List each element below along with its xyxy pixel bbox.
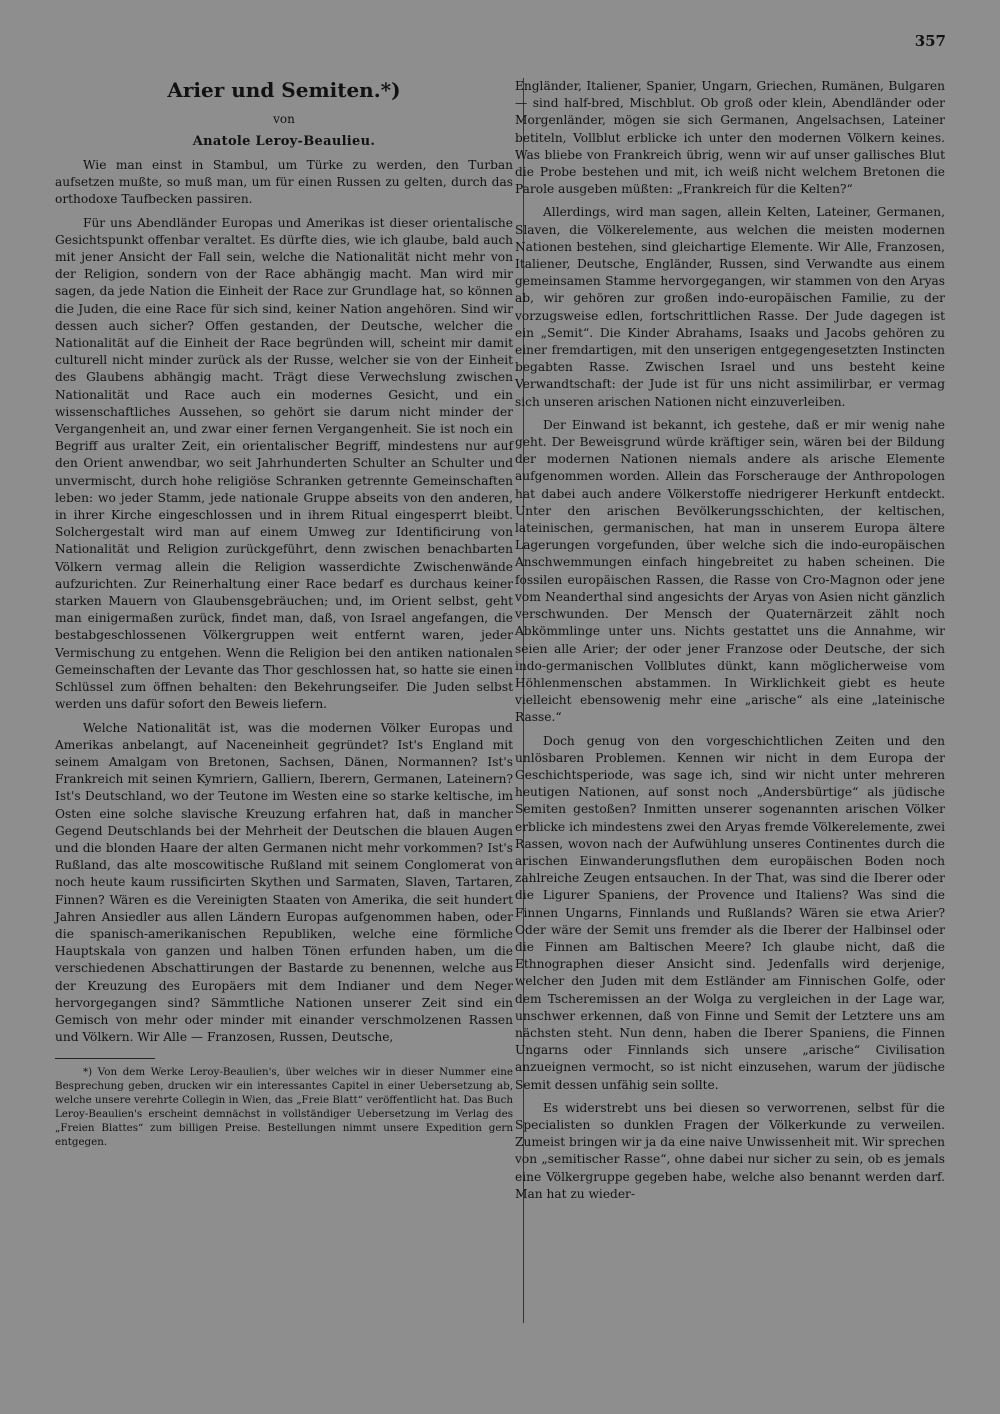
paragraph: Welche Nationalität ist, was die modernen Völker Europas und Amerikas anbelangt, auf Naceneinheit gegründet? Ist's England mit seinem Amalgam von Bretonen, Sachsen, Dänen, Normannen? Ist's Frankreich mit seinen Kymriern, Galliern, Iberern, Germanen, Lateinern? Ist's Deutschland, wo der Teutone im Westen eine so starke keltische, im Osten eine solche slavische Kreuzung erfahren hat, daß in mancher Gegend Deutschlands bei der Mehrheit der Deutschen die blauen Augen und die blonden Haare der alten Germanen nicht mehr vorkommen? Ist's Rußland, das alte moscowitische Rußland mit seinem Conglomerat von noch heute kaum russificirten Skythen und Sarmaten, Slaven, Tartaren, Finnen? Wären es die Vereinigten Staaten von Amerika, die seit hundert Jahren Ansiedler aus allen Ländern Europas aufgenommen haben, oder die spanisch-amerikanischen Republiken, welche eine förmliche Hauptskala von ganzen und halben Tönen erfunden haben, um die verschiedenen Abschattirungen der Bastarde zu benennen, welche aus der Kreuzung des Europäers mit dem Indianer und dem Neger hervorgegangen sind? Sämmtliche Nationen unserer Zeit sind ein Gemisch von mehr oder minder mit einander verschmolzenen Rassen und Völkern. Wir Alle — Franzosen, Russen, Deutsche, [55,720,513,1045]
byline-von: von [273,112,295,126]
paragraph: Der Einwand ist bekannt, ich gestehe, daß er mir wenig nahe geht. Der Beweisgrund würde kräftiger sein, wären bei der Bildung der modernen Nationen niemals andere als arische Elemente aufgenommen worden. Allein das Forscherauge der Anthropologen hat dabei auch andere Völkerstoffe niedrigerer Herkunft entdeckt. Unter den arischen Bevölkerungsschichten, der keltischen, lateinischen, germanischen, hat man in unserem Europa ältere Lagerungen vorgefunden, über welche sich die indo-europäischen Anschwemmungen einfach hingebreitet zu haben scheinen. Die fossilen europäischen Rassen, die Rasse von Cro-Magnon oder jene vom Neanderthal sind angesichts der Aryas von Asien nicht gänzlich verschwunden. Der Mensch der Quaternärzeit zählt noch Abkömmlinge unter uns. Nichts gestattet uns die Annahme, wir seien alle Arier; der oder jener Franzose oder Deutsche, der sich indo-germanischen Vollblutes dünkt, kann möglicherweise vom Höhlenmenschen abstammen. In Wirklichkeit giebt es heute vielleicht ebensowenig mehr eine „arische“ als eine „lateinische Rasse.“ [515,417,945,725]
paragraph: Doch genug von den vorgeschichtlichen Zeiten und den unlösbaren Problemen. Kennen wir nicht in dem Europa der Geschichtsperiode, was sage ich, sind wir nicht unter mehreren heutigen Nationen, auf sonst noch „Andersbürtige“ als jüdische Semiten gestoßen? Inmitten unserer sogenannten arischen Völker erblicke ich mindestens zwei den Aryas fremde Völkerelemente, zwei Rassen, wovon nach der Aufwühlung unseres Continentes durch die arischen Einwanderungsfluthen dem europäischen Boden noch zahlreiche Zeugen entsauchen. In der That, was sind die Iberer oder die Ligurer Spaniens, der Provence und Italiens? Was sind die Finnen Ungarns, Finnlands und Rußlands? Wären sie etwa Arier? Oder wäre der Semit uns fremder als die Iberer der Halbinsel oder die Finnen am Baltischen Meere? Ich glaube nicht, daß die Ethnographen dieser Ansicht sind. Jedenfalls wird derjenige, welcher den Juden mit dem Estländer am Finnischen Golfe, oder dem Tscheremissen an der Wolga zu vergleichen in der Lage war, unschwer erkennen, daß von Finne und Semit der Letztere uns am nächsten steht. Nun denn, haben die Iberer Spaniens, die Finnen Ungarns oder Finnlands sich unsere „arische“ Civilisation anzueignen vermocht, so ist nicht einzusehen, warum der jüdische Semit dessen unfähig sein sollte. [515,733,945,1092]
left-column [55,78,524,1323]
article-author: Anatole Leroy-Beaulieu. [192,134,376,149]
paragraph: Engländer, Italiener, Spanier, Ungarn, Griechen, Rumänen, Bulgaren — sind half-bred, Mischblut. Ob groß oder klein, Abendländer oder Morgenländer, mögen sie sich Germanen, Angelsachsen, Lateiner betiteln, Vollblut erblicke ich unter den modernen Völkern keines. Was bliebe von Frankreich übrig, wenn wir auf unser gallisches Blut die Probe bestehen und mit, ich weiß nicht welchem Bretonen die Parole ausgeben müßten: „Frankreich für die Kelten?“ [515,79,945,197]
paragraph: Es widerstrebt uns bei diesen so verworrenen, selbst für die Specialisten so dunklen Fragen der Völkerkunde zu verweilen. Zumeist bringen wir ja da eine naive Unwissenheit mit. Wir sprechen von „semitischer Rasse“, ohne dabei nur sicher zu sein, ob es jemals eine Völkergruppe gegeben habe, welche also benannt werden darf. Man hat zu wieder- [515,1100,945,1201]
footnote-divider [55,1058,155,1059]
footnote: *) Von dem Werke Leroy-Beaulien's, über welches wir in dieser Nummer eine Besprechung geben, drucken wir ein interessantes Capitel in einer Uebersetzung ab, welche unsere verehrte Collegin in Wien, das „Freie Blatt“ veröffentlicht hat. Das Buch Leroy-Beaulien's erscheint demnächst in vollständiger Uebersetzung im Verlag des „Freien Blattes“ zum billigen Preise. Bestellungen nimmt unsere Expedition gern entgegen. [55,1066,513,1149]
paragraph: Allerdings, wird man sagen, allein Kelten, Lateiner, Germanen, Slaven, die Völkerelemente, aus welchen die meisten modernen Nationen bestehen, sind gleichartige Elemente. Wir Alle, Franzosen, Italiener, Deutsche, Engländer, Russen, sind Verwandte aus einem gemeinsamen Stamme hervorgegangen, wir stammen von den Aryas ab, wir gehören zur großen indo-europäischen Familie, zu der vorzugsweise edlen, fortschrittlichen Rasse. Der Jude dagegen ist ein „Semit“. Die Kinder Abrahams, Isaaks und Jacobs gehören zu einer fremdartigen, mit den unserigen entgegengesetzten Instincten begabten Rasse. Zwischen Israel und uns besteht keine Verwandtschaft: der Jude ist für uns nicht assimilirbar, er vermag sich unseren arischen Nationen nicht einzuverleiben. [515,205,945,409]
article-title: Arier und Semiten.*) [167,78,401,102]
right-column [515,78,945,1209]
paragraph: Für uns Abendländer Europas und Amerikas ist dieser orientalische Gesichtspunkt offenbar veraltet. Es dürfte dies, wie ich glaube, bald auch mit jener Ansicht der Fall sein, welche die Nationalität nicht mehr von der Religion, sondern von der Race abhängig macht. Man wird mir sagen, da jede Nation die Einheit der Race zur Grundlage hat, so können die Juden, die eine Race für sich sind, keiner Nation angehören. Sind wir dessen auch sicher? Offen gestanden, der Deutsche, welcher die Nationalität auf die Einheit der Race begründen will, scheint mir damit culturell nicht minder zurück als der Russe, welcher sie von der Einheit des Glaubens abhängig macht. Trägt diese Verwechslung zwischen Nationalität und Race auch ein modernes Gesicht, und ein wissenschaftliches Aussehen, so gehört sie darum nicht minder der Vergangenheit an, und zwar einer fernen Vergangenheit. Sie ist noch ein Begriff aus uralter Zeit, ein orientalischer Begriff, mindestens nur auf den Orient anwendbar, wo seit Jahrhunderten Schulter an Schulter und unvermischt, durch hohe religiöse Schranken getrennte Gemeinschaften leben: wo jeder Stamm, jede nationale Gruppe abseits von den anderen, in ihrer Kirche eingeschlossen und in ihrem Ritual eingesperrt bleibt. Solchergestalt wird man auf einem Umweg zur Identificirung von Nationalität und Religion zurückgeführt, denn zwischen benachbarten Völkern vermag allein die Religion wasserdichte Zwischenwände aufzurichten. Zur Reinerhaltung einer Race bedarf es durchaus keiner starken Mauern von Glaubensgebräuchen; und, im Orient selbst, geht man einigermaßen zurück, findet man, daß, von Israel angefangen, die bestabgeschlossenen Völkergruppen weit entfernt waren, jeder Vermischung zu entgehen. Wenn die Religion bei den antiken nationalen Gemeinschaften der Levante das Thor geschlossen hat, so hatte sie einen Schlüssel zum öffnen behalten: den Bekehrungseifer. Die Juden selbst werden uns dafür sofort den Beweis liefern. [55,215,513,712]
paragraph: Wie man einst in Stambul, um Türke zu werden, den Turban aufsetzen mußte, so muß man, um für einen Russen zu gelten, durch das orthodoxe Taufbecken passiren. [55,158,513,207]
page-number: 357 [914,32,946,50]
